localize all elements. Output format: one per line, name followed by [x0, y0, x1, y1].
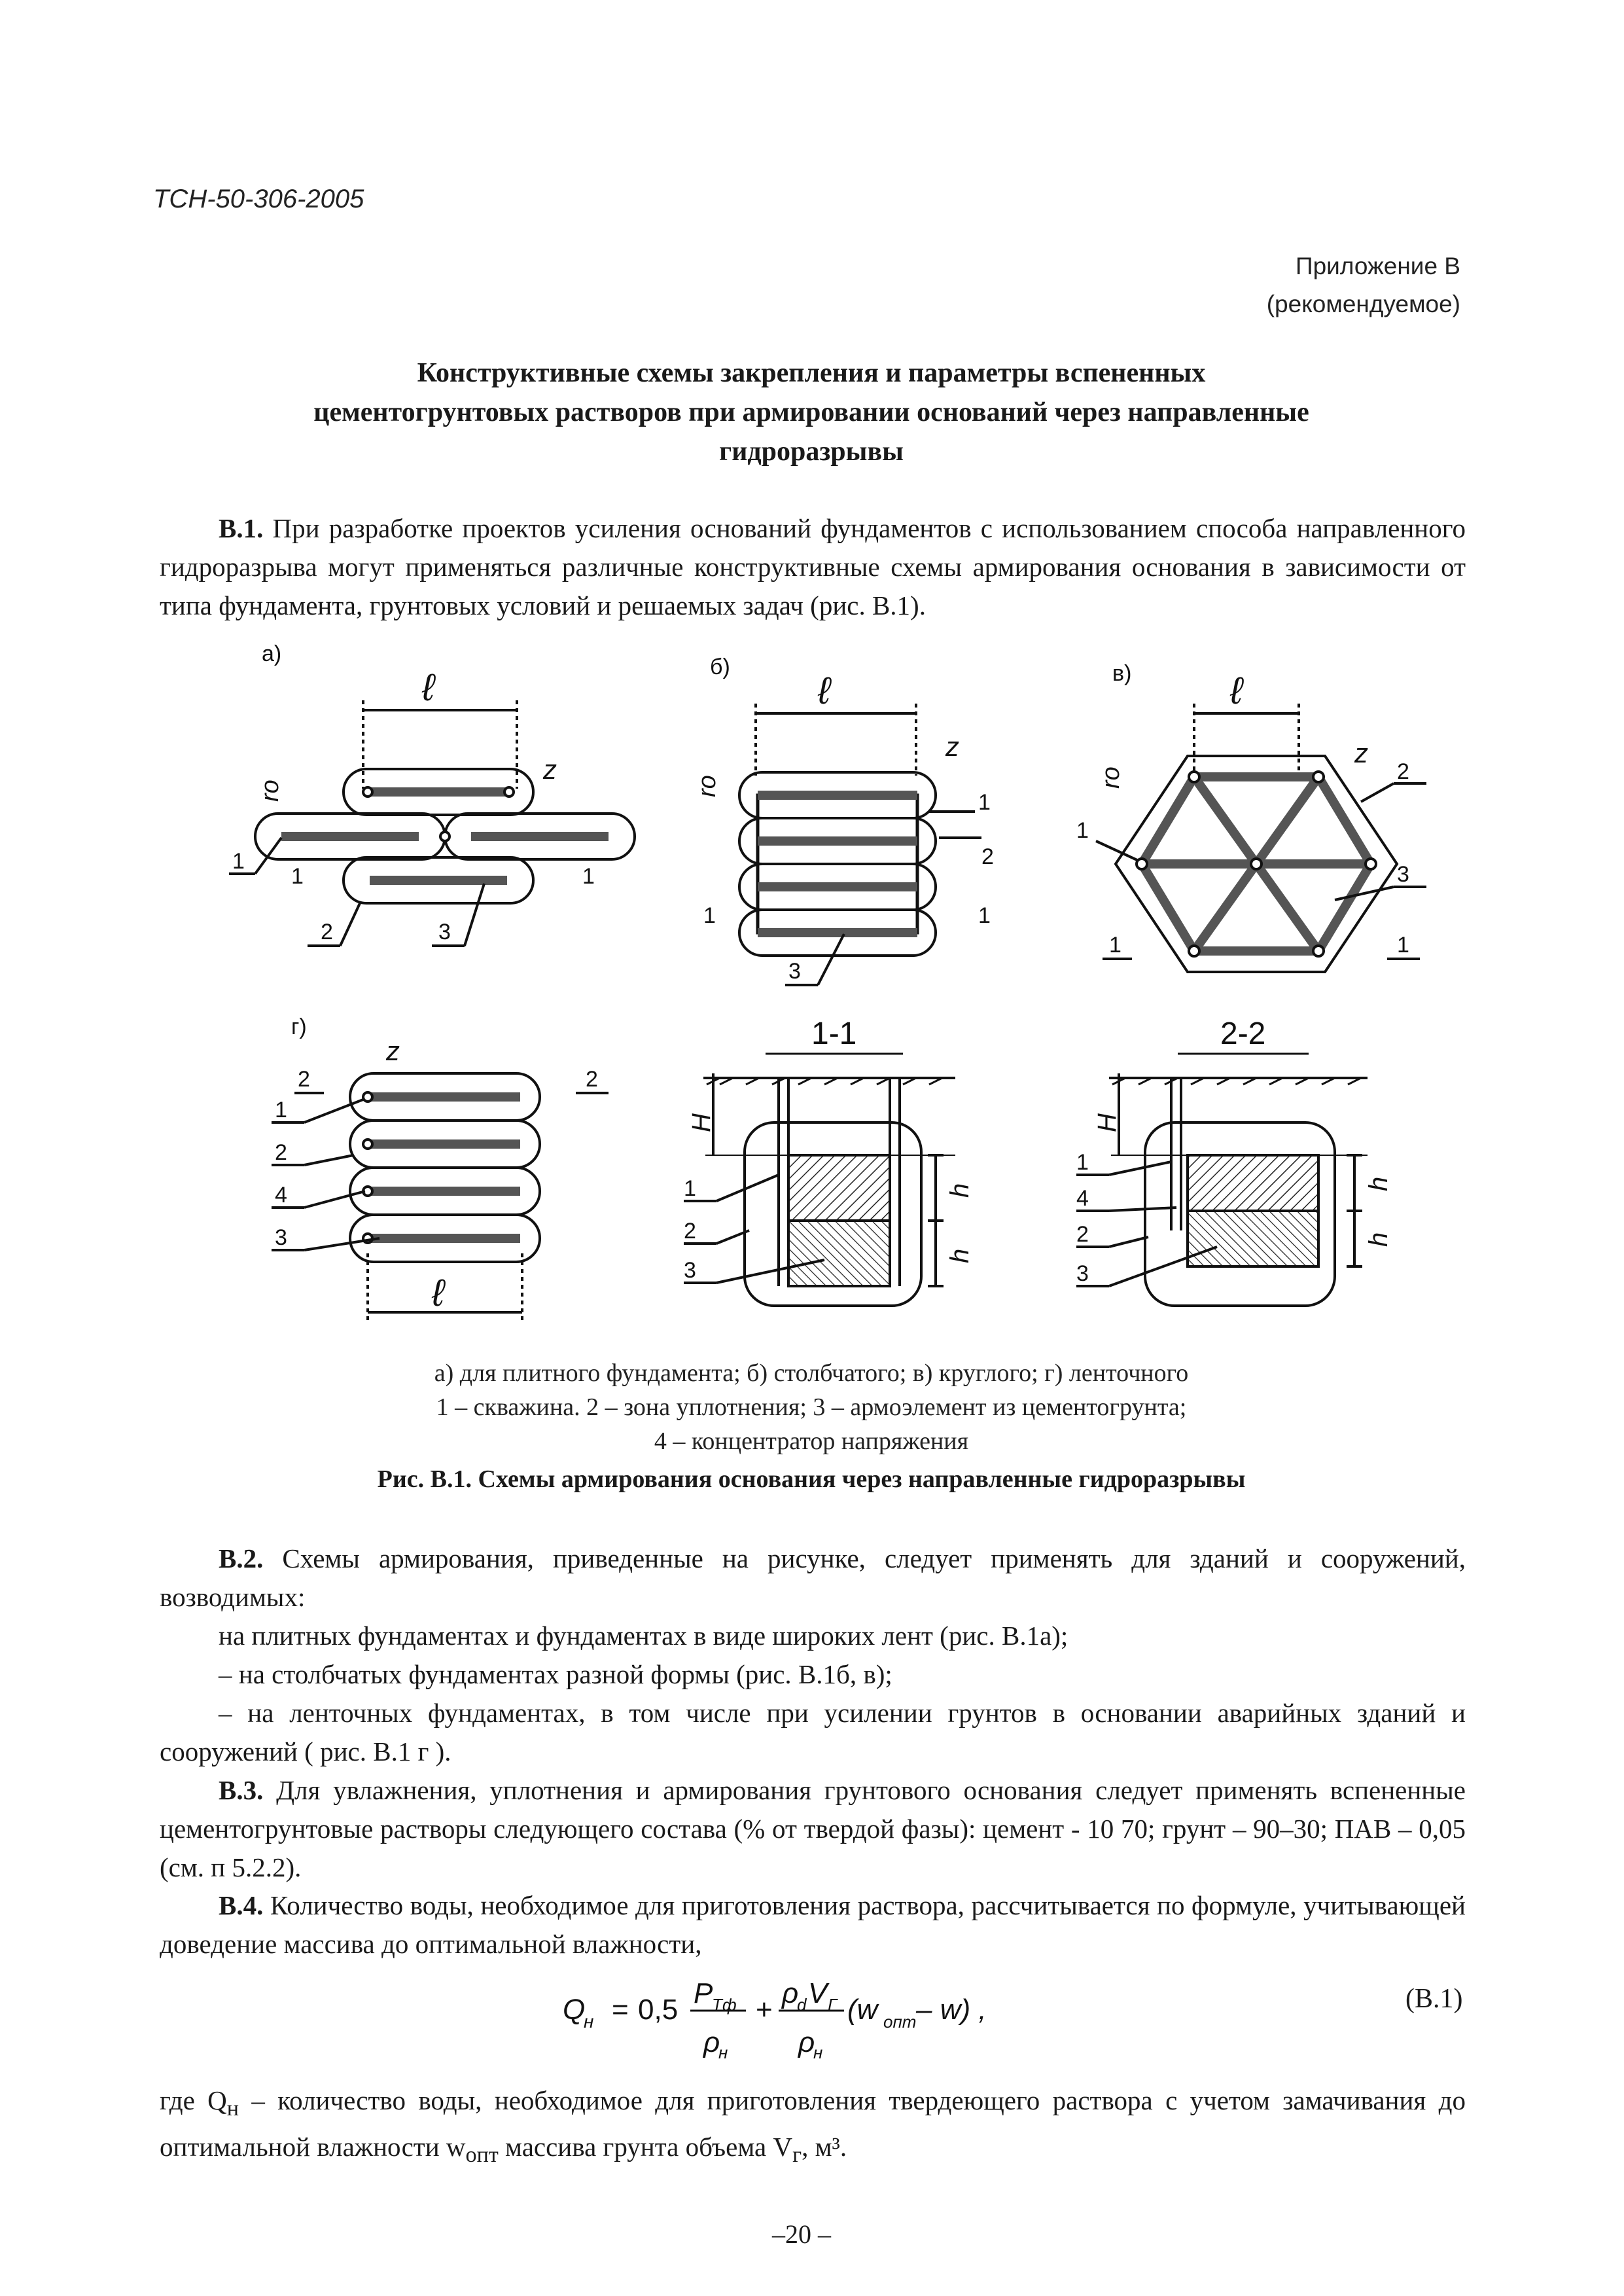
paragraph-text: Для увлажнения, уплотнения и армирования грунтового основания следует применять вспененные цементогрунтовые растворы следующего состава (% от твердой фазы): цемент - 10 70; грунт – 90–30; ПАВ – 0,05 (см. п 5.2.2).	[160, 1775, 1466, 1882]
formula-num1: P	[694, 1977, 713, 2009]
page-number: –20 –	[772, 2219, 831, 2249]
figure-legend	[196, 1356, 1426, 1458]
where-rest2: массива грунта объема V	[498, 2132, 793, 2162]
callout-4: 4	[1076, 1186, 1089, 1211]
callout-2: 2	[321, 920, 333, 944]
section-title	[196, 353, 1426, 471]
appendix-status: (рекомендуемое)	[1266, 291, 1460, 317]
label-r: z	[543, 754, 557, 785]
label-ro: ro	[256, 780, 284, 802]
legend-line-2: 1 – скважина. 2 – зона уплотнения; 3 – армоэлемент из цементогрунта;	[436, 1393, 1187, 1421]
formula-tail-end: – w) ,	[916, 1994, 987, 2026]
scheme-v	[1076, 661, 1426, 972]
dim-l: ℓ	[432, 1272, 444, 1314]
where-rest: – количество воды, необходимое для приготовления твердеющего раствора с учетом замачивания до оптимальной влажности w	[160, 2085, 1466, 2162]
formula-lhs: Q	[563, 1994, 586, 2026]
section-1-1	[684, 1016, 974, 1306]
formula-num1-sub: Тф	[712, 1995, 737, 2015]
paragraph-b4	[160, 1886, 1466, 1964]
callout-3: 3	[684, 1258, 696, 1283]
title-line-1: Конструктивные схемы закрепления и параметры вспененных	[417, 358, 1206, 388]
paragraph-number: В.3.	[219, 1775, 264, 1805]
callout-1: 1	[232, 849, 245, 874]
callout-3: 3	[788, 959, 801, 984]
label-ro: ro	[694, 775, 721, 797]
callout-4: 4	[275, 1183, 287, 1208]
label-b: б)	[710, 655, 730, 679]
callout-3: 3	[1076, 1261, 1089, 1286]
formula-num2-b: V	[808, 1977, 828, 2009]
callout-3: 3	[275, 1225, 287, 1250]
paragraph-b1	[160, 509, 1466, 625]
paragraph-where	[160, 2081, 1466, 2174]
appendix-label	[1267, 247, 1460, 323]
paragraph-b2	[160, 1539, 1466, 1617]
formula-plus: +	[756, 1994, 773, 2026]
label-g: г)	[291, 1014, 307, 1039]
paragraph-text: Количество воды, необходимое для приготовления раствора, рассчитывается по формуле, учитывающей доведение массива до оптимальной влажности,	[160, 1890, 1466, 1959]
callout-2: 2	[586, 1067, 598, 1092]
label-ro: ro	[1097, 766, 1125, 789]
legend-line-1: а) для плитного фундамента; б) столбчатого; в) круглого; г) ленточного	[434, 1359, 1189, 1387]
list-item-3: – на ленточных фундаментах, в том числе при усилении грунтов в основании аварийных зданий и сооружений ( рис. В.1 г ).	[160, 1698, 1466, 1767]
list-item-1: на плитных фундаментах и фундаментах в виде широких лент (рис. В.1а);	[219, 1621, 1068, 1651]
paragraph-number: В.1.	[219, 513, 264, 543]
where-sub: н	[226, 2096, 239, 2121]
section-2-2	[1076, 1016, 1393, 1306]
dim-l: ℓ	[818, 670, 830, 712]
paragraph-number: В.2.	[219, 1543, 264, 1573]
paragraph-number: В.4.	[219, 1890, 264, 1920]
dim-h: h	[945, 1248, 974, 1263]
callout-1: 1	[1109, 933, 1121, 958]
formula-number: (В.1)	[1405, 1984, 1463, 2014]
formula-num2-sub: d	[797, 1995, 807, 2015]
dim-h: h	[1364, 1232, 1393, 1247]
dim-H: H	[687, 1113, 716, 1132]
formula-den2: ρ	[798, 2026, 815, 2058]
dim-H: H	[1093, 1113, 1121, 1132]
formula-den1: ρ	[703, 2026, 720, 2058]
callout-2: 2	[275, 1140, 287, 1165]
dim-l: ℓ	[1230, 670, 1243, 712]
callout-2: 2	[981, 844, 994, 869]
formula-tail-sub: опт	[883, 2012, 917, 2032]
paragraph-text: При разработке проектов усиления оснований фундаментов с использованием способа направленного гидроразрыва могут применяться различные конструктивные схемы армирования основания в зависимости от типа фундамента, грунтовых условий и решаемых задач (рис. В.1).	[160, 513, 1466, 620]
label-r: z	[1354, 738, 1368, 768]
callout-3: 3	[1397, 862, 1409, 887]
formula-num2: ρ	[782, 1977, 799, 2009]
callout-3: 3	[438, 920, 451, 944]
callout-1: 1	[1076, 1150, 1089, 1175]
title-line-3: гидроразрывы	[719, 437, 904, 467]
figure-b1	[196, 638, 1492, 1335]
where-text: где Q	[160, 2085, 227, 2115]
callout-1: 1	[684, 1176, 696, 1201]
dim-l: ℓ	[422, 666, 434, 709]
title-line-2: цементогрунтовых растворов при армировании оснований через направленные	[313, 397, 1309, 427]
label-r: z	[945, 731, 959, 762]
formula-tail: (w	[847, 1994, 878, 2026]
paragraph-text: Схемы армирования, приведенные на рисунке, следует применять для зданий и сооружений, возводимых:	[160, 1543, 1466, 1612]
document-code: ТСН-50-306-2005	[153, 185, 364, 213]
callout-1: 1	[703, 903, 716, 928]
callout-1: 1	[1397, 933, 1409, 958]
where-sub3: г	[792, 2143, 802, 2168]
paragraph-b3	[160, 1771, 1466, 1887]
dim-h: h	[1364, 1176, 1393, 1191]
where-sub2: опт	[465, 2143, 499, 2168]
figure-title: Рис. В.1. Схемы армирования основания через направленные гидроразрывы	[377, 1465, 1246, 1493]
formula-den2-sub: н	[813, 2043, 823, 2062]
callout-1: 1	[1076, 818, 1089, 843]
label-v: в)	[1112, 661, 1132, 686]
scheme-b	[694, 655, 994, 985]
formula-den1-sub: н	[718, 2043, 728, 2062]
where-rest3: , м³.	[802, 2132, 847, 2162]
callout-1: 1	[291, 864, 304, 889]
label-r: z	[386, 1035, 400, 1066]
callout-2: 2	[298, 1067, 310, 1092]
list-item-2: – на столбчатых фундаментах разной формы (рис. В.1б, в);	[219, 1659, 892, 1689]
formula-num2-b-sub: Г	[828, 1995, 838, 2015]
formula-coef: 0,5	[638, 1994, 679, 2026]
scheme-g	[272, 1014, 609, 1322]
callout-1: 1	[275, 1098, 287, 1122]
callout-2: 2	[1076, 1222, 1089, 1247]
formula-eq: =	[612, 1994, 629, 2026]
callout-2: 2	[684, 1219, 696, 1244]
label-a: а)	[262, 641, 282, 666]
callout-1: 1	[978, 790, 991, 815]
section-label: 1-1	[811, 1016, 857, 1051]
section-label: 2-2	[1220, 1016, 1266, 1051]
legend-line-3: 4 – концентратор напряжения	[654, 1427, 969, 1455]
callout-2: 2	[1397, 759, 1409, 784]
dim-h: h	[945, 1183, 974, 1198]
appendix-line: Приложение В	[1296, 253, 1460, 279]
formula-b1	[550, 1964, 1139, 2075]
callout-1: 1	[978, 903, 991, 928]
formula-lhs-sub: н	[584, 2011, 594, 2032]
scheme-a	[229, 641, 635, 946]
callout-1: 1	[582, 864, 595, 889]
